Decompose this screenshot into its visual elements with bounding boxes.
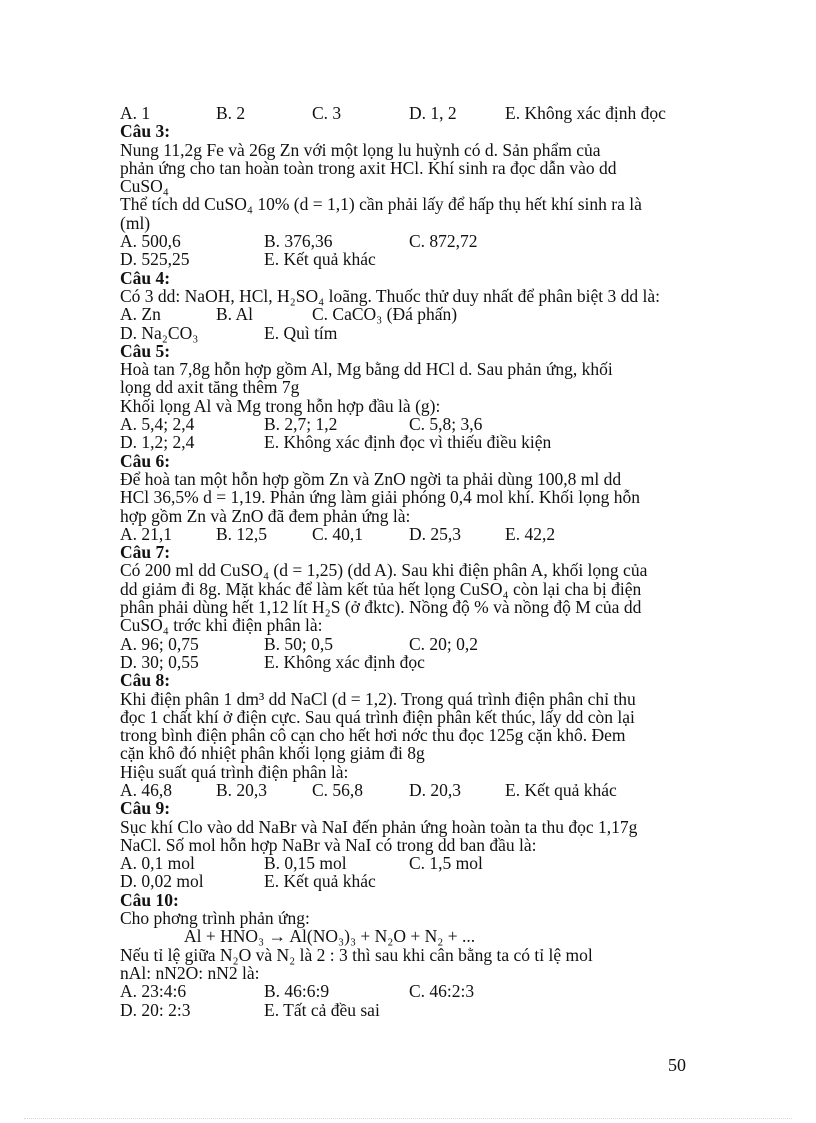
options-row (120, 1001, 710, 1019)
question-heading: Câu 7: (120, 542, 171, 563)
options-row (120, 635, 710, 653)
options-row (120, 854, 710, 872)
option-b: B. 20,3 (216, 779, 268, 800)
option-c: C. 3 (312, 103, 342, 123)
option-a: A. 500,6 (120, 231, 181, 252)
page-content (120, 104, 710, 1019)
question-text: Sục khí Clo vào dd NaBr và NaI đến phản ứng hoàn toàn ta thu đọc 1,17g (120, 816, 638, 837)
option-b: B. 2 (216, 103, 246, 123)
q2-options (120, 104, 710, 122)
option-e: E. Không xác định đọc (264, 651, 425, 672)
option-d: D. 0,02 mol (120, 871, 204, 892)
option-a: A. 46,8 (120, 779, 173, 800)
question-text: trong bình điện phân cô cạn cho hết hơi nớc thu đọc 125g cặn khô. Đem (120, 725, 626, 746)
question-text: (ml) (120, 212, 151, 233)
options-row (120, 232, 710, 250)
option-d: D. 25,3 (409, 523, 462, 544)
option-e: E. Kết quả khác (264, 871, 376, 892)
options-row (120, 982, 710, 1000)
question-text: đọc 1 chất khí ở điện cực. Sau quá trình điện phân kết thúc, lấy dd còn lại (120, 706, 635, 727)
options-row (120, 415, 710, 433)
question-heading: Câu 9: (120, 798, 171, 819)
option-e: E. Kết quả khác (264, 249, 376, 270)
option-b: B. 46:6:9 (264, 981, 330, 1002)
option-d: D. 20,3 (409, 779, 462, 800)
option-d: D. Na₂CO₃ (120, 322, 199, 343)
option-a: A. 1 (120, 103, 151, 123)
option-d: D. 30; 0,55 (120, 651, 199, 672)
option-c: C. 56,8 (312, 779, 364, 800)
question-heading: Câu 6: (120, 450, 171, 471)
page-number: 50 (668, 1055, 686, 1075)
option-a: A. 23:4:6 (120, 981, 187, 1002)
options-row (120, 525, 710, 543)
option-a: A. 0,1 mol (120, 853, 195, 874)
option-d: D. 1, 2 (409, 103, 457, 123)
option-e: E. Tất cả đều sai (264, 999, 380, 1020)
option-e: E. Không xác định đọc vì thiếu điều kiện (264, 432, 552, 453)
option-c: C. 1,5 mol (409, 853, 483, 874)
option-a: A. 5,4; 2,4 (120, 414, 195, 435)
options-row (120, 324, 710, 342)
question-text: hợp gồm Zn và ZnO đã đem phản ứng là: (120, 505, 411, 526)
options-row (120, 872, 710, 890)
question-text: NaCl. Số mol hỗn hợp NaBr và NaI có trong dd ban đầu là: (120, 834, 537, 855)
question-text: CuSO₄ (120, 176, 169, 197)
option-b: B. Al (216, 304, 253, 325)
option-a: A. 96; 0,75 (120, 633, 199, 654)
option-a: A. Zn (120, 304, 161, 325)
option-d: D. 525,25 (120, 249, 190, 270)
question-text: Có 3 dd: NaOH, HCl, H₂SO₄ loãng. Thuốc thử duy nhất để phân biệt 3 dd là: (120, 285, 660, 306)
question-heading: Câu 8: (120, 670, 171, 691)
question-text: Cho phơng trình phản ứng: (120, 908, 310, 929)
question-text: CuSO₄ trớc khi điện phân là: (120, 615, 323, 636)
options-row (120, 305, 710, 323)
question-text: dd giảm đi 8g. Mặt khác để làm kết tủa hết lọng CuSO₄ còn lại cha bị điện (120, 578, 642, 599)
question-text: lọng dd axit tăng thêm 7g (120, 377, 300, 398)
question-text: HCl 36,5% d = 1,19. Phản ứng làm giải phóng 0,4 mol khí. Khối lọng hỗn (120, 487, 641, 508)
question-text: cặn khô đó nhiệt phân khối lọng giảm đi 8g (120, 743, 425, 764)
option-c: C. 872,72 (409, 231, 478, 252)
question-text: Hoà tan 7,8g hỗn hợp gồm Al, Mg bằng dd HCl d. Sau phản ứng, khối (120, 359, 613, 380)
options-row (120, 433, 710, 451)
question-text: phản ứng cho tan hoàn toàn trong axit HCl. Khí sinh ra đọc dẫn vào dd (120, 157, 617, 178)
options-row (120, 781, 710, 799)
option-b: B. 50; 0,5 (264, 633, 334, 654)
question-heading: Câu 5: (120, 340, 171, 361)
option-c: C. 40,1 (312, 523, 364, 544)
reaction-equation: Al + HNO₃ → Al(NO₃)₃ + N₂O + N₂ + ... (184, 926, 476, 947)
question-heading: Câu 10: (120, 889, 179, 910)
option-d: D. 20: 2:3 (120, 999, 191, 1020)
question-heading: Câu 3: (120, 121, 171, 142)
question-text: Hiệu suất quá trình điện phân là: (120, 761, 349, 782)
option-b: B. 12,5 (216, 523, 268, 544)
option-e: E. 42,2 (505, 523, 556, 544)
question-text: Khối lọng Al và Mg trong hỗn hợp đầu là (g): (120, 395, 441, 416)
option-b: B. 2,7; 1,2 (264, 414, 338, 435)
option-b: B. 376,36 (264, 231, 333, 252)
question-text: nAl: nN2O: nN2 là: (120, 962, 260, 983)
options-row (120, 653, 710, 671)
question-text: Có 200 ml dd CuSO₄ (d = 1,25) (dd A). Sau khi điện phân A, khối lọng của (120, 560, 648, 581)
page-bottom-divider (24, 1118, 792, 1119)
option-e: E. Kết quả khác (505, 779, 617, 800)
option-e: E. Quì tím (264, 322, 338, 343)
question-text: Để hoà tan một hỗn hợp gồm Zn và ZnO ngời ta phải dùng 100,8 ml dd (120, 468, 622, 489)
option-a: A. 21,1 (120, 523, 173, 544)
option-d: D. 1,2; 2,4 (120, 432, 195, 453)
question-text: phân phải dùng hết 1,12 lít H₂S (ở đktc). Nồng độ % và nồng độ M của dd (120, 597, 642, 618)
question-text: Nung 11,2g Fe và 26g Zn với một lọng lu huỳnh có d. Sản phẩm của (120, 139, 601, 160)
question-text: Nếu tỉ lệ giữa N₂O và N₂ là 2 : 3 thì sau khi cân bằng ta có tỉ lệ mol (120, 944, 593, 965)
option-c: C. 5,8; 3,6 (409, 414, 483, 435)
question-text: Thể tích dd CuSO₄ 10% (d = 1,1) cần phải lấy để hấp thụ hết khí sinh ra là (120, 194, 642, 215)
option-c: C. 46:2:3 (409, 981, 475, 1002)
option-e: E. Không xác định đọc (505, 103, 666, 123)
question-heading: Câu 4: (120, 267, 171, 288)
question-text: Khi điện phân 1 dm³ dd NaCl (d = 1,2). Trong quá trình điện phân chỉ thu (120, 688, 636, 709)
options-row (120, 250, 710, 268)
option-c: C. CaCO₃ (Đá phấn) (312, 304, 458, 325)
option-b: B. 0,15 mol (264, 853, 347, 874)
option-c: C. 20; 0,2 (409, 633, 479, 654)
